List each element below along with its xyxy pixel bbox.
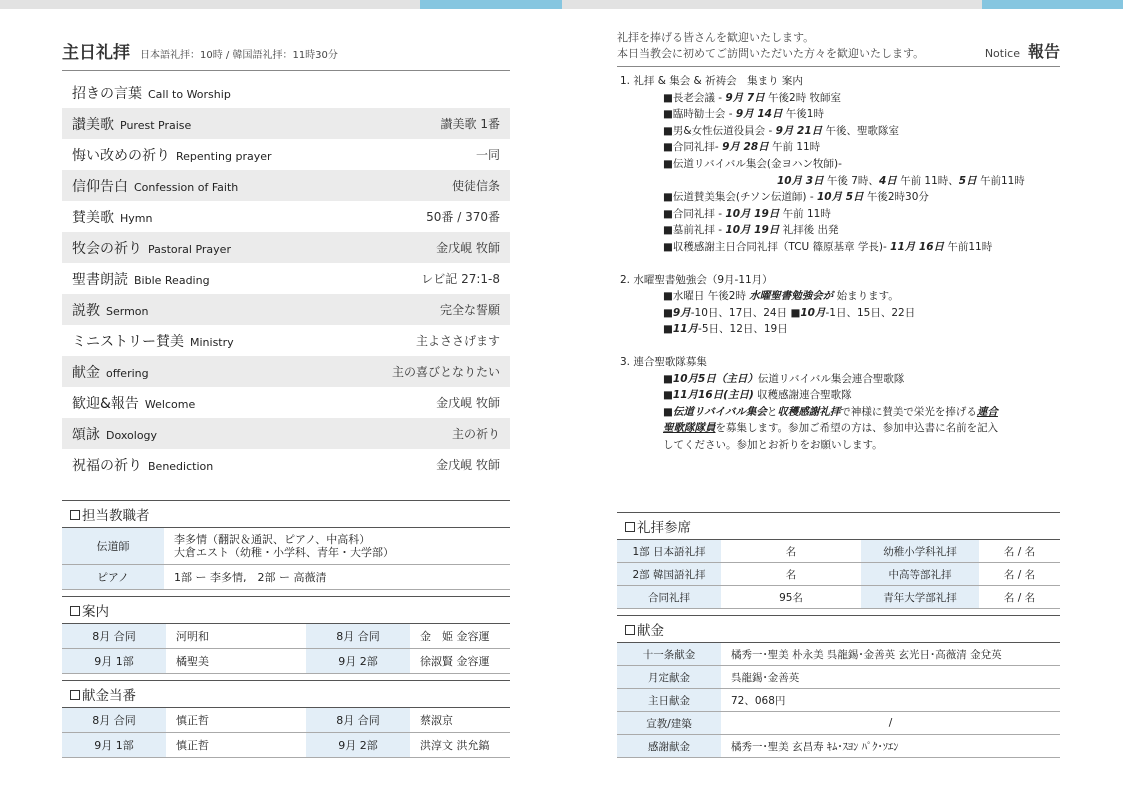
service-times: 日本語礼拝：10時 / 韓国語礼拝：11時30分 — [140, 50, 338, 61]
table-row — [617, 586, 1060, 609]
item-text: ■男&女性伝道役員会 - — [663, 124, 776, 137]
item-emphasis: 収穫感謝礼拝 — [777, 405, 841, 418]
item-text: ■墓前礼拝 - — [663, 224, 726, 237]
item-date: 9月 28日 — [722, 141, 769, 154]
order-item-label — [72, 331, 234, 351]
order-item-label — [72, 207, 152, 227]
order-item-value: 讃美歌 1番 — [440, 117, 500, 131]
row-value: 橘秀一･聖美 玄昌寿 ｷﾑ･ｽﾖﾝ ﾊﾟｸ･ｿｴﾝ — [721, 735, 1060, 758]
order-item-label — [72, 300, 149, 320]
welcome-line-1: 礼拝を捧げる皆さんを歓迎いたします。 — [617, 31, 815, 44]
notice-header — [617, 30, 1060, 67]
order-item-jp: 牧会の祈り — [72, 240, 142, 257]
item-text: ■伝道賛美集会(チソン伝道師) - — [663, 191, 817, 204]
table-row — [617, 735, 1060, 758]
item-text: -5日、12日、19日 — [698, 323, 788, 336]
order-item-value: 使徒信条 — [451, 179, 500, 193]
offering-duty-section-title — [62, 680, 510, 708]
order-row — [62, 77, 510, 108]
order-item-label — [72, 114, 191, 134]
row-value: 名 / 名 — [979, 563, 1060, 586]
order-item-jp: 讃美歌 — [72, 116, 114, 133]
order-item-label — [72, 393, 195, 413]
order-item-en: Call to Worship — [148, 87, 231, 101]
list-item — [617, 206, 1060, 223]
item-text: ■長老会議 - — [663, 91, 726, 104]
table-row — [62, 528, 510, 564]
item-text: ■合同礼拝- — [663, 141, 723, 154]
piano-value: 1部 ー 李多情, 2部 ー 高薇清 — [164, 564, 510, 589]
order-item-en: Doxology — [106, 428, 158, 442]
item-text: 礼拝後 出発 — [779, 224, 839, 237]
order-item-label — [72, 83, 231, 103]
item-text: 午後 7時、 — [823, 174, 879, 187]
spacer — [617, 338, 1060, 354]
piano-label: ピアノ — [62, 564, 164, 589]
guide-table — [62, 624, 510, 674]
order-item-label — [72, 176, 238, 196]
notice-label — [985, 39, 1060, 62]
item-text: 収穫感謝連合聖歌隊 — [753, 389, 852, 402]
item-date: 5日 — [958, 174, 977, 187]
order-row — [62, 170, 510, 201]
item-date: 10月 19日 — [725, 224, 780, 237]
list-item — [617, 222, 1060, 239]
item-text: 午前11時 — [976, 174, 1025, 187]
table-row — [617, 666, 1060, 689]
list-item: してください。参加とお祈りをお願いします。 — [663, 438, 883, 451]
service-header — [62, 38, 510, 71]
staff-title-text: 担当教職者 — [82, 508, 150, 524]
order-item-jp: 招きの言葉 — [72, 85, 142, 102]
order-item-value: 主の祈り — [451, 427, 500, 441]
spacer — [617, 256, 1060, 272]
row-value: 呉龍錫･金善英 — [721, 666, 1060, 689]
item-text: ■ — [663, 405, 673, 418]
row-label: 十一条献金 — [617, 643, 721, 666]
notice-label-jp: 報告 — [1027, 42, 1060, 61]
row-value: 95名 — [721, 586, 861, 609]
item-date: 9月 21日 — [775, 124, 823, 137]
order-item-jp: 賛美歌 — [72, 209, 114, 226]
item-date: 9月 14日 — [735, 108, 783, 121]
list-item — [617, 371, 1060, 388]
order-item-jp: ミニストリー賛美 — [72, 333, 184, 350]
order-item-value: 金戊峴 牧師 — [436, 241, 500, 255]
square-bullet-icon — [625, 625, 635, 635]
order-item-en: offering — [106, 366, 149, 380]
row-value: 徐淑賢 金容運 — [410, 648, 510, 673]
row-value: 蔡淑京 — [410, 708, 510, 733]
square-bullet-icon — [70, 606, 80, 616]
order-row — [62, 108, 510, 139]
order-item-label — [72, 362, 149, 382]
item-text: ■ — [663, 306, 673, 319]
order-item-en: Hymn — [120, 211, 153, 225]
order-row — [62, 356, 510, 387]
item-text: 午前11時 — [944, 240, 993, 253]
item-text: -1日、15日、22日 — [825, 306, 916, 319]
order-item-value: 主よささげます — [415, 334, 500, 348]
table-row — [617, 689, 1060, 712]
records-area — [617, 512, 1060, 758]
item-emphasis: 連合 — [976, 405, 998, 418]
row-label: 青年大学部礼拝 — [861, 586, 979, 609]
order-item-en: Repenting prayer — [176, 149, 272, 163]
left-page — [62, 38, 510, 758]
row-value: 名 / 名 — [979, 540, 1060, 563]
announcement-heading-2: 2. 水曜聖書勉強会（9月-11月） — [620, 273, 773, 286]
order-row — [62, 201, 510, 232]
row-label: 9月 2部 — [306, 648, 410, 673]
row-value: 金 姫 金容運 — [410, 624, 510, 649]
offering-duty-table — [62, 708, 510, 758]
row-value: 洪淳文 洪允鎬 — [410, 732, 510, 757]
list-item — [617, 404, 1060, 421]
evangelist-line-2: 大倉エスト（幼稚・小学科、青年・大学部） — [174, 545, 394, 559]
item-text: 伝道リバイバル集会連合聖歌隊 — [757, 372, 905, 385]
list-item — [617, 123, 1060, 140]
item-date: 10月 5日 — [816, 191, 864, 204]
order-item-en: Confession of Faith — [134, 180, 239, 194]
row-value: 慎正哲 — [166, 732, 306, 757]
row-value: 慎正哲 — [166, 708, 306, 733]
order-item-label — [72, 238, 231, 258]
order-item-jp: 祝福の祈り — [72, 457, 142, 474]
item-text: 午後1時 — [782, 108, 824, 121]
list-item — [617, 189, 1060, 206]
order-item-jp: 献金 — [72, 364, 100, 381]
order-item-jp: 頌詠 — [72, 426, 100, 443]
order-of-worship — [62, 77, 510, 480]
top-bar-blue-right — [982, 0, 1123, 9]
item-date: 10月 3日 — [777, 174, 824, 187]
offering-section-title — [617, 615, 1060, 643]
order-item-value: 一同 — [475, 148, 500, 162]
item-text: 午前 11時、 — [896, 174, 959, 187]
list-item — [617, 288, 1060, 305]
table-row — [617, 712, 1060, 735]
order-item-label — [72, 424, 157, 444]
announcements — [617, 73, 1060, 453]
order-item-en: Bible Reading — [134, 273, 210, 287]
page-title: 主日礼拝 — [62, 43, 130, 63]
row-label: 8月 合同 — [306, 708, 410, 733]
order-item-label — [72, 455, 213, 475]
welcome-line-2: 本日当教会に初めてご訪問いただいた方々を歓迎いたします。 — [617, 47, 925, 60]
row-value: 橘秀一･聖美 朴永美 呉龍錫･金善英 玄光日･高薇清 金兌英 — [721, 643, 1060, 666]
row-value: 橘聖美 — [166, 648, 306, 673]
order-item-jp: 悔い改めの祈り — [72, 147, 170, 164]
item-text: 午後、聖歌隊室 — [822, 124, 899, 137]
row-label: 9月 2部 — [306, 732, 410, 757]
table-row — [617, 563, 1060, 586]
order-row — [62, 263, 510, 294]
order-row — [62, 325, 510, 356]
item-text: を募集します。参加ご希望の方は、参加申込書に名前を記入 — [715, 422, 999, 435]
row-value: / — [721, 712, 1060, 735]
row-label: 月定献金 — [617, 666, 721, 689]
item-text: 午後2時30分 — [863, 191, 929, 204]
row-label: 中高等部礼拝 — [861, 563, 979, 586]
row-label: 2部 韓国語礼拝 — [617, 563, 721, 586]
item-date: 4日 — [878, 174, 897, 187]
item-text: ■ — [663, 389, 673, 402]
list-item: ■伝道リバイバル集会(金ヨハン牧師)- — [663, 157, 842, 170]
order-item-value: 完全な誓願 — [439, 303, 500, 317]
row-label: 主日献金 — [617, 689, 721, 712]
table-row — [617, 643, 1060, 666]
order-item-en: Purest Praise — [120, 118, 192, 132]
attendance-section-title — [617, 512, 1060, 540]
attendance-table — [617, 540, 1060, 609]
list-item — [617, 90, 1060, 107]
item-text: 始まります。 — [833, 290, 899, 303]
item-text: 午後2時 牧師室 — [764, 91, 842, 104]
list-item — [617, 387, 1060, 404]
square-bullet-icon — [625, 522, 635, 532]
order-row — [62, 232, 510, 263]
guide-title-text: 案内 — [82, 603, 109, 620]
top-bar-blue-left — [420, 0, 562, 9]
attendance-title-text: 礼拝参席 — [637, 520, 691, 536]
evangelist-label: 伝道師 — [62, 528, 164, 564]
offering-title-text: 献金 — [637, 623, 664, 639]
item-emphasis: 伝道リバイバル集会 — [672, 405, 767, 418]
row-value: 名 / 名 — [979, 586, 1060, 609]
item-date: 11月 16日 — [890, 240, 945, 253]
row-label: 8月 合同 — [62, 708, 166, 733]
order-item-value: レビ記 27:1-8 — [421, 272, 500, 286]
item-text: ■ — [663, 372, 673, 385]
table-row — [62, 624, 510, 649]
item-date: 9月 7日 — [725, 91, 765, 104]
row-label: 9月 1部 — [62, 648, 166, 673]
order-item-jp: 説教 — [72, 302, 100, 319]
notice-label-en: Notice — [984, 47, 1020, 60]
order-item-value: 50番 / 370番 — [426, 210, 500, 224]
list-item — [617, 139, 1060, 156]
order-item-value: 主の喜びとなりたい — [391, 365, 500, 379]
item-emphasis: 水曜聖書勉強会が — [749, 290, 834, 303]
order-item-en: Welcome — [144, 397, 196, 411]
order-item-en: Benediction — [148, 459, 214, 473]
item-text: ■収穫感謝主日合同礼拝（TCU 篠原基章 学長)- — [663, 240, 891, 253]
row-label: 9月 1部 — [62, 732, 166, 757]
list-item — [617, 106, 1060, 123]
order-item-en: Ministry — [190, 335, 234, 349]
list-item — [617, 239, 1060, 256]
table-row — [62, 648, 510, 673]
evangelist-value — [164, 528, 510, 564]
row-label: 宣教/建築 — [617, 712, 721, 735]
order-item-value: 金戊峴 牧師 — [436, 458, 500, 472]
top-bar-grey-right — [562, 0, 982, 9]
row-value: 名 — [721, 563, 861, 586]
order-item-en: Pastoral Prayer — [148, 242, 231, 256]
item-date: 10月 — [800, 306, 826, 319]
list-item — [617, 321, 1060, 338]
order-row — [62, 418, 510, 449]
list-item — [617, 420, 1060, 437]
item-date: 11月16日(主日) — [672, 389, 754, 402]
list-item — [617, 305, 1060, 322]
order-item-value: 金戊峴 牧師 — [436, 396, 500, 410]
row-value: 名 — [721, 540, 861, 563]
right-page — [617, 30, 1060, 753]
square-bullet-icon — [70, 690, 80, 700]
table-row — [62, 708, 510, 733]
item-date: 11月 — [672, 323, 699, 336]
item-text: ■水曜日 午後2時 — [663, 290, 750, 303]
table-row — [62, 732, 510, 757]
order-row — [62, 294, 510, 325]
row-label: 合同礼拝 — [617, 586, 721, 609]
announcement-heading-1: 1. 礼拝 & 集会 & 祈祷会 集まり 案内 — [620, 75, 803, 87]
order-item-jp: 聖書朗読 — [72, 271, 128, 288]
order-item-jp: 信仰告白 — [72, 178, 128, 195]
offering-table — [617, 643, 1060, 758]
row-label: 1部 日本語礼拝 — [617, 540, 721, 563]
order-row — [62, 139, 510, 170]
staff-section-title — [62, 500, 510, 528]
row-label: 8月 合同 — [306, 624, 410, 649]
evangelist-line-1: 李多情（翻訳＆通訳、ピアノ、中高科） — [174, 532, 371, 546]
row-label: 感謝献金 — [617, 735, 721, 758]
order-item-en: Sermon — [106, 304, 149, 318]
item-date: 10月5日（主日） — [672, 372, 758, 385]
item-text: ■臨時勧士会 - — [663, 108, 736, 121]
row-label: 8月 合同 — [62, 624, 166, 649]
square-bullet-icon — [70, 510, 80, 520]
staff-table — [62, 528, 510, 590]
announcement-heading-3: 3. 連合聖歌隊募集 — [620, 355, 707, 368]
guide-section-title — [62, 596, 510, 624]
order-item-jp: 歓迎&報告 — [72, 395, 139, 412]
item-text: 午前 11時 — [779, 207, 831, 220]
order-item-label — [72, 269, 210, 289]
order-item-label — [72, 145, 272, 165]
order-row — [62, 387, 510, 418]
item-date: 9月 — [672, 306, 691, 319]
row-value: 河明和 — [166, 624, 306, 649]
row-label: 幼稚小学科礼拝 — [861, 540, 979, 563]
order-row — [62, 449, 510, 480]
row-value: 72、068円 — [721, 689, 1060, 712]
list-item — [617, 173, 1060, 190]
top-bar-grey-left — [0, 0, 420, 9]
item-text: で神様に賛美で栄光を捧げる — [840, 405, 977, 418]
item-emphasis: 聖歌隊隊員 — [663, 422, 716, 435]
item-date: 10月 19日 — [725, 207, 780, 220]
item-text: と — [766, 405, 778, 418]
item-text: 午前 11時 — [768, 141, 821, 154]
offering-duty-title-text: 献金当番 — [82, 687, 136, 704]
table-row — [617, 540, 1060, 563]
table-row — [62, 564, 510, 589]
item-text: ■ — [663, 323, 673, 336]
item-text: ■合同礼拝 - — [663, 207, 726, 220]
item-text: -10日、17日、24日 ■ — [690, 306, 801, 319]
